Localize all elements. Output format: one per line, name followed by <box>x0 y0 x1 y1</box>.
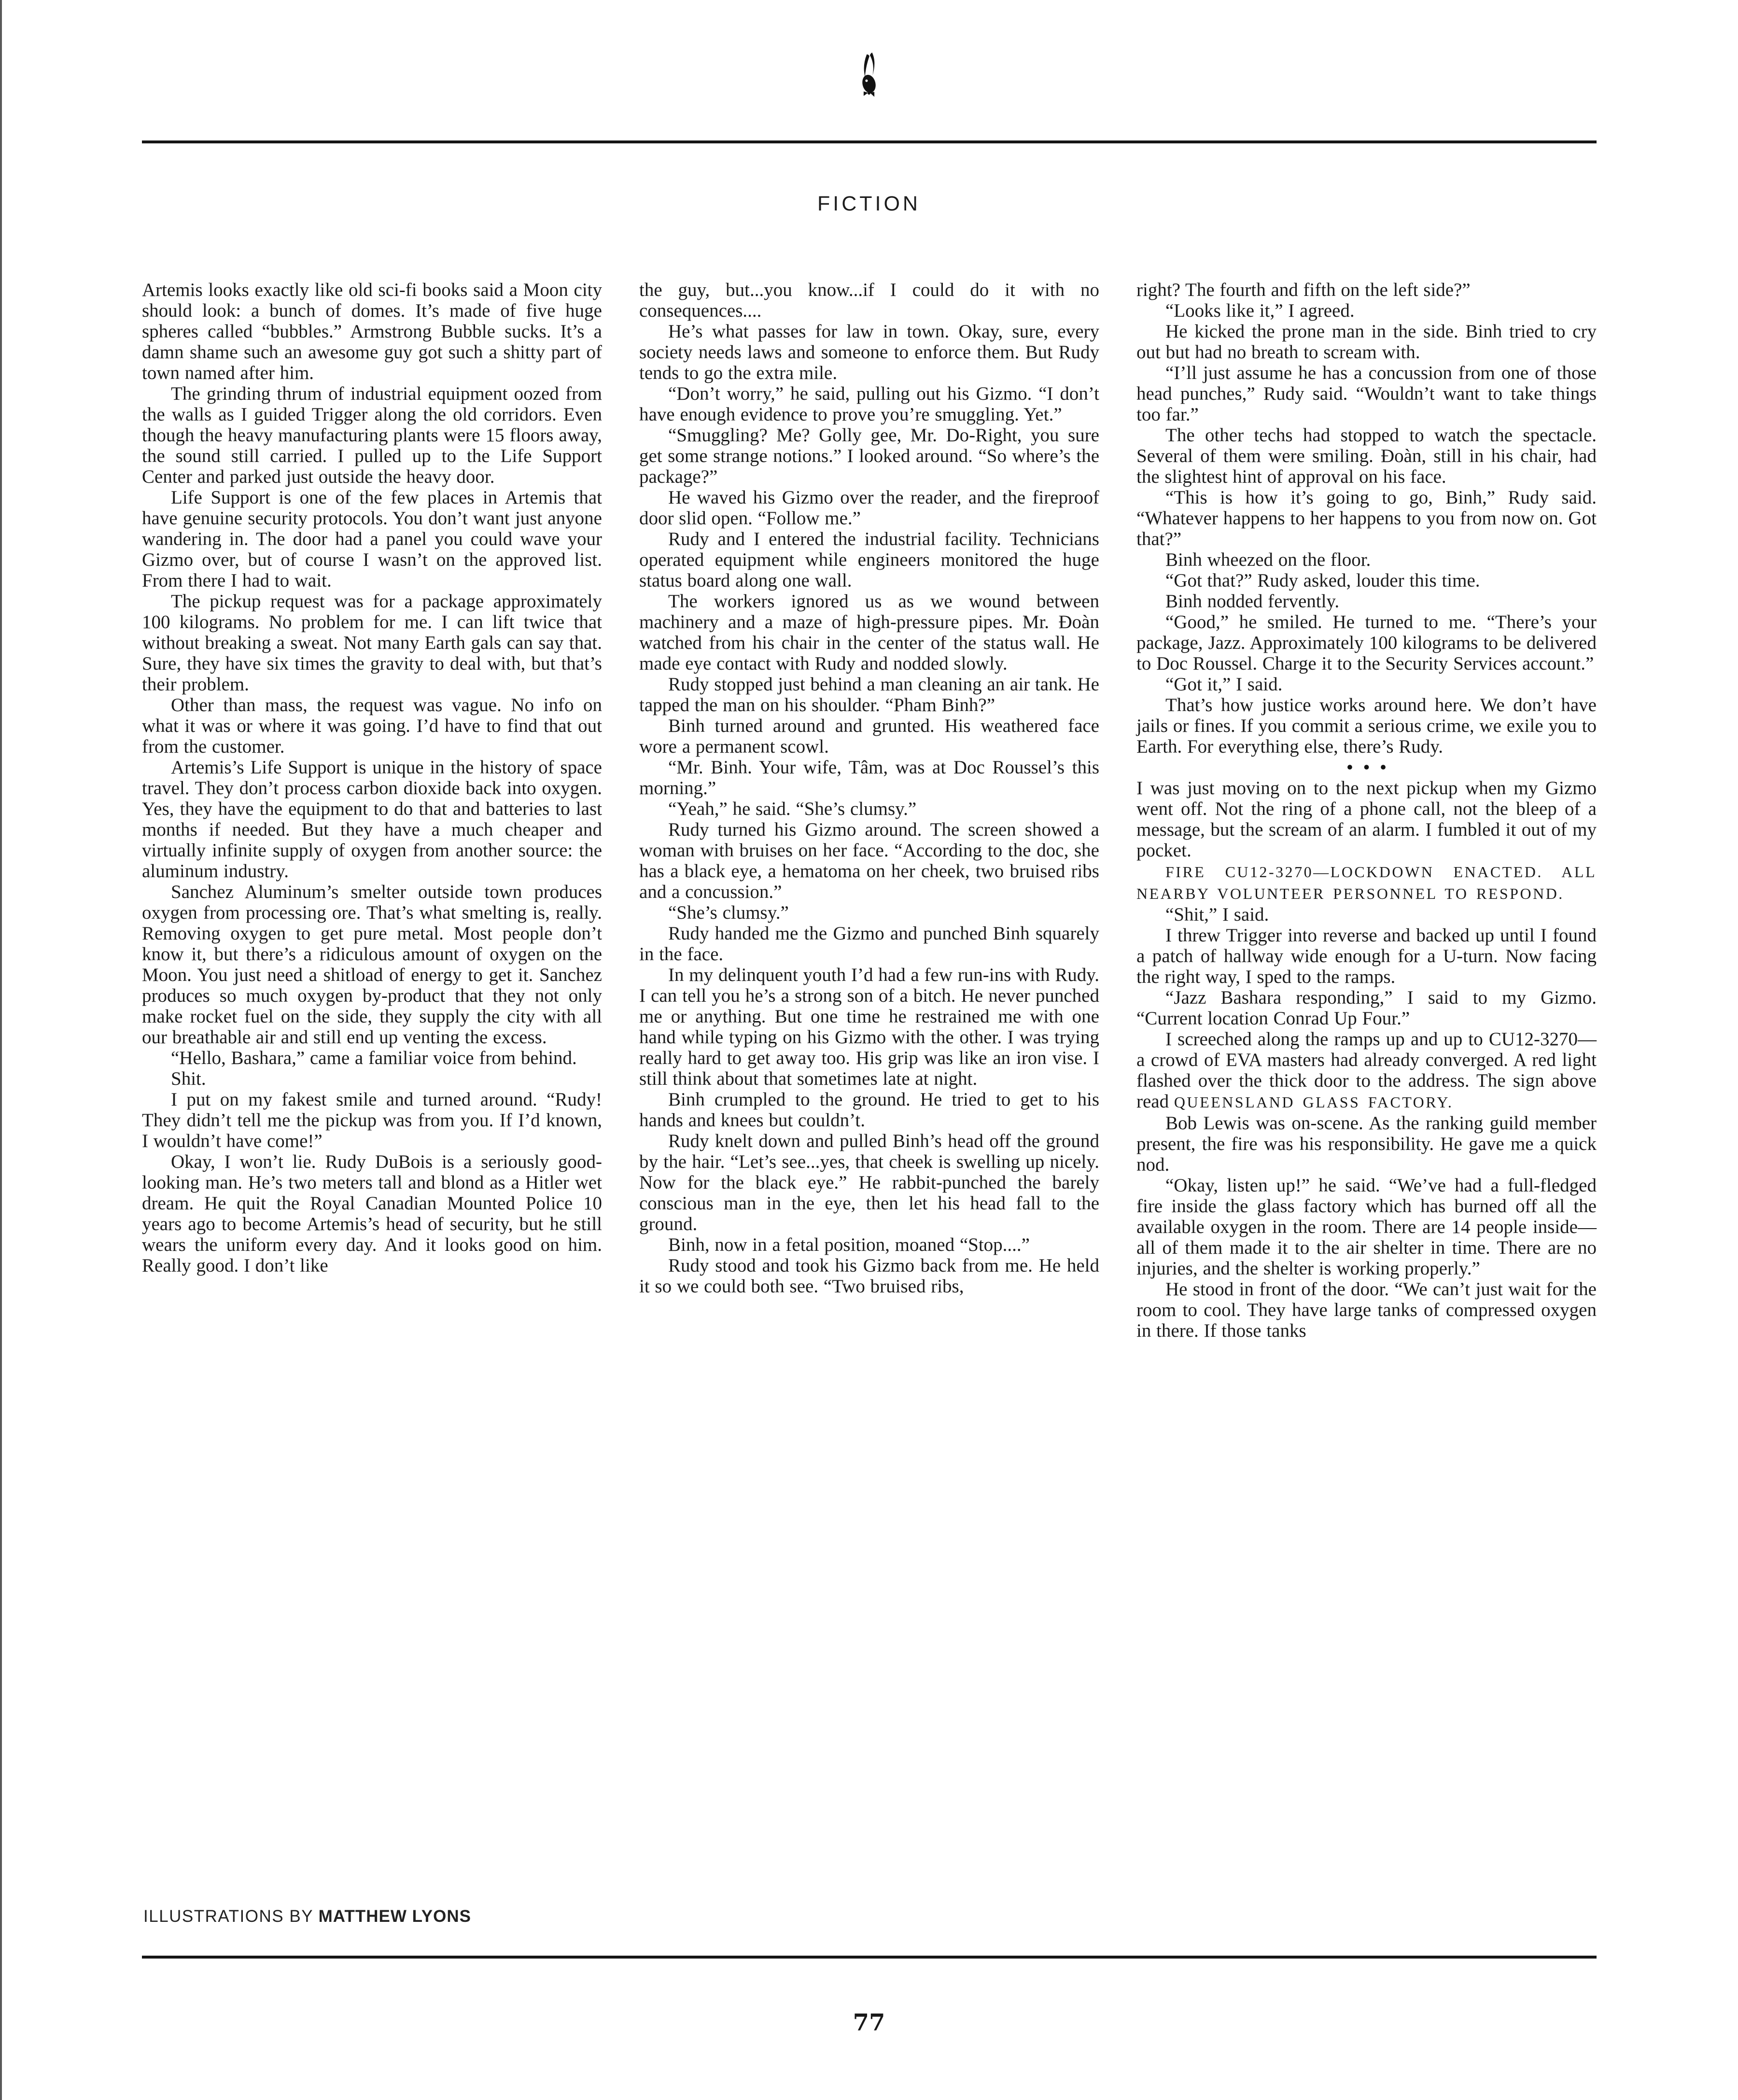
body-text: The other techs had stopped to watch the spectacle. Several of them were smiling. Đoàn, still in his chair, had the slightest hint of approval on his face. <box>1136 425 1597 487</box>
paragraph <box>1136 1279 1597 1341</box>
paragraph <box>639 487 1099 529</box>
paragraph <box>639 965 1099 1089</box>
small-caps-text: FIRE CU12-3270—LOCKDOWN ENACTED. ALL NEARBY VOLUNTEER PERSONNEL TO RESPOND. <box>1136 863 1597 902</box>
text-column <box>1136 280 1597 1341</box>
body-text: “Yeah,” he said. “She’s clumsy.” <box>668 798 917 819</box>
body-text: Shit. <box>171 1068 206 1089</box>
paragraph <box>1136 674 1597 695</box>
paragraph <box>639 280 1099 321</box>
body-text: The pickup request was for a package approximately 100 kilograms. No problem for me. I can lift twice that without breaking a sweat. Not many Earth gals can say that. Sure, they have six times the gravity to deal with, but that’s their problem. <box>142 591 602 695</box>
paragraph <box>1136 861 1597 904</box>
body-text: “Don’t worry,” he said, pulling out his Gizmo. “I don’t have enough evidence to prove you’re smuggling. Yet.” <box>639 383 1099 425</box>
paragraph <box>639 383 1099 425</box>
paragraph <box>639 798 1099 819</box>
body-text: Rudy and I entered the industrial facility. Technicians operated equipment while engineers monitored the huge status board along one wall. <box>639 529 1099 591</box>
paragraph <box>1136 487 1597 549</box>
body-text: Bob Lewis was on-scene. As the ranking guild member present, the fire was his responsibility. He gave me a quick nod. <box>1136 1113 1597 1175</box>
paragraph <box>639 1234 1099 1255</box>
body-text: Artemis’s Life Support is unique in the history of space travel. They don’t process carbon dioxide back into oxygen. Yes, they have the equipment to do that and batteries to last months if needed. But they have a much cheaper and virtually infinite supply of oxygen from another source: the aluminum industry. <box>142 757 602 882</box>
paragraph <box>639 715 1099 757</box>
text-column <box>142 280 602 1276</box>
body-text: “Shit,” I said. <box>1165 904 1269 925</box>
paragraph <box>142 882 602 1048</box>
body-text: “Good,” he smiled. He turned to me. “There’s your package, Jazz. Approximately 100 kilograms to be delivered to Doc Roussel. Charge it to the Security Services account.” <box>1136 612 1597 674</box>
body-text: “Got it,” I said. <box>1165 674 1283 695</box>
illustration-credit <box>143 1907 471 1926</box>
text-column <box>639 280 1099 1297</box>
footer-rule <box>142 1956 1597 1959</box>
body-text: “Got that?” Rudy asked, louder this time. <box>1165 570 1480 591</box>
section-divider: ••• <box>1346 757 1397 777</box>
article-body <box>142 280 1597 1341</box>
paragraph <box>142 1048 602 1068</box>
page-number: 77 <box>853 2009 885 2036</box>
body-text: Rudy stood and took his Gizmo back from me. He held it so we could both see. “Two bruised ribs, <box>639 1255 1099 1297</box>
body-text: I threw Trigger into reverse and backed up until I found a patch of hallway wide enough for a U-turn. Now facing the right way, I sped to the ramps. <box>1136 925 1597 987</box>
body-text: In my delinquent youth I’d had a few run-ins with Rudy. I can tell you he’s a strong son of a bitch. He never punched me or anything. But one time he restrained me with one hand while typing on his Gizmo with the other. I was trying really hard to get away too. His grip was like an iron vise. I still think about that sometimes late at night. <box>639 965 1099 1089</box>
paragraph <box>639 757 1099 798</box>
paragraph <box>1136 904 1597 925</box>
paragraph <box>142 1151 602 1276</box>
body-text: The grinding thrum of industrial equipment oozed from the walls as I guided Trigger along the old corridors. Even though the heavy manufacturing plants were 15 floors away, the sound still carried. I pulled up to the Life Support Center and parked just outside the heavy door. <box>142 383 602 487</box>
paragraph <box>142 487 602 591</box>
paragraph <box>1136 591 1597 612</box>
paragraph <box>1136 425 1597 487</box>
paragraph <box>639 674 1099 715</box>
paragraph <box>1136 570 1597 591</box>
body-text: Life Support is one of the few places in Artemis that have genuine security protocols. You don’t want just anyone wandering in. The door had a panel you could wave your Gizmo over, but of course I wasn’t on the approved list. From there I had to wait. <box>142 487 602 591</box>
paragraph <box>1136 300 1597 321</box>
body-text: “I’ll just assume he has a concussion from one of those head punches,” Rudy said. “Wouldn’t want to take things too far.” <box>1136 363 1597 425</box>
paragraph <box>639 1089 1099 1131</box>
paragraph <box>1136 1175 1597 1279</box>
paragraph <box>639 591 1099 674</box>
body-text: Binh wheezed on the floor. <box>1165 549 1371 570</box>
credit-prefix: ILLUSTRATIONS BY <box>143 1907 319 1926</box>
paragraph <box>639 902 1099 923</box>
paragraph <box>142 695 602 757</box>
body-text: “Looks like it,” I agreed. <box>1165 300 1355 321</box>
paragraph <box>142 757 602 882</box>
body-text: That’s how justice works around here. We don’t have jails or fines. If you commit a serious crime, we exile you to Earth. For everything else, there’s Rudy. <box>1136 695 1597 757</box>
body-text: He stood in front of the door. “We can’t just wait for the room to cool. They have large tanks of compressed oxygen in there. If those tanks <box>1136 1279 1597 1341</box>
paragraph <box>639 819 1099 902</box>
paragraph <box>142 383 602 487</box>
body-text: Binh, now in a fetal position, moaned “Stop....” <box>668 1234 1030 1255</box>
paragraph <box>1136 549 1597 570</box>
header-rule <box>142 140 1597 143</box>
paragraph <box>1136 695 1597 757</box>
paragraph <box>639 923 1099 965</box>
body-text: “Jazz Bashara responding,” I said to my Gizmo. “Current location Conrad Up Four.” <box>1136 987 1597 1029</box>
paragraph <box>1136 321 1597 363</box>
paragraph <box>1136 1113 1597 1175</box>
paragraph <box>639 321 1099 383</box>
body-text: I put on my fakest smile and turned around. “Rudy! They didn’t tell me the pickup was from you. If I’d known, I wouldn’t have come!” <box>142 1089 602 1151</box>
body-text: Rudy turned his Gizmo around. The screen showed a woman with bruises on her face. “According to the doc, she has a black eye, a hematoma on her cheek, two bruised ribs and a concussion.” <box>639 819 1099 902</box>
body-text: I screeched along the ramps up and up to CU12-3270—a crowd of EVA masters had already converged. A red light flashed over the thick door to the address. The sign above read <box>1136 1029 1597 1112</box>
paragraph <box>1136 1029 1597 1113</box>
paragraph <box>1136 778 1597 861</box>
paragraph <box>142 591 602 695</box>
body-text: Binh turned around and grunted. His weathered face wore a permanent scowl. <box>639 715 1099 757</box>
body-text: Binh nodded fervently. <box>1165 591 1340 612</box>
body-text: “This is how it’s going to go, Binh,” Rudy said. “Whatever happens to her happens to you from now on. Got that?” <box>1136 487 1597 549</box>
paragraph <box>142 280 602 383</box>
paragraph <box>1136 612 1597 674</box>
paragraph <box>639 529 1099 591</box>
body-text: The workers ignored us as we wound between machinery and a maze of high-pressure pipes. Mr. Đoàn watched from his chair in the center of the status wall. He made eye contact with Rudy and nodded slowly. <box>639 591 1099 674</box>
paragraph <box>1136 280 1597 300</box>
paragraph <box>142 1068 602 1089</box>
paragraph <box>639 1255 1099 1297</box>
body-text: Sanchez Aluminum’s smelter outside town produces oxygen from processing ore. That’s what smelting is, really. Removing oxygen to get pure metal. Most people don’t know it, but there’s a ridiculous amount of oxygen on the Moon. You just need a shitload of energy to get it. Sanchez produces so much oxygen by-product that they not only make rocket fuel on the side, they supply the city with all our breathable air and still end up venting the excess. <box>142 882 602 1048</box>
body-text: right? The fourth and fifth on the left side?” <box>1136 280 1471 300</box>
body-text: “Mr. Binh. Your wife, Tâm, was at Doc Roussel’s this morning.” <box>639 757 1099 798</box>
body-text: Other than mass, the request was vague. No info on what it was or where it was going. I’d have to find that out from the customer. <box>142 695 602 757</box>
body-text: Okay, I won’t lie. Rudy DuBois is a seriously good-looking man. He’s two meters tall and blond as a Hitler wet dream. He quit the Royal Canadian Mounted Police 10 years ago to become Artemis’s head of security, but he still wears the uniform every day. And it looks good on him. Really good. I don’t like <box>142 1151 602 1276</box>
body-text: Rudy knelt down and pulled Binh’s head off the ground by the hair. “Let’s see...yes, that cheek is swelling up nicely. Now for the black eye.” He rabbit-punched the barely conscious man in the eye, then let his head fall to the ground. <box>639 1131 1099 1234</box>
body-text: Artemis looks exactly like old sci-fi books said a Moon city should look: a bunch of domes. It’s made of five huge spheres called “bubbles.” Armstrong Bubble sucks. It’s a damn shame such an awesome guy got such a shitty part of town named after him. <box>142 280 602 383</box>
body-text: “Hello, Bashara,” came a familiar voice from behind. <box>171 1048 577 1068</box>
page-edge-line <box>0 0 2 2100</box>
body-text: Binh crumpled to the ground. He tried to get to his hands and knees but couldn’t. <box>639 1089 1099 1131</box>
credit-name: MATTHEW LYONS <box>318 1907 471 1926</box>
body-text: “Okay, listen up!” he said. “We’ve had a full-fledged fire inside the glass factory which has burned off all the available oxygen in the room. There are 14 people inside—all of them made it to the air shelter in time. There are no injuries, and the shelter is working properly.” <box>1136 1175 1597 1279</box>
small-caps-text: QUEENSLAND GLASS FACTORY. <box>1174 1093 1454 1111</box>
body-text: the guy, but...you know...if I could do it with no consequences.... <box>639 280 1099 321</box>
body-text: Rudy stopped just behind a man cleaning an air tank. He tapped the man on his shoulder. “Pham Binh?” <box>639 674 1099 715</box>
section-label: FICTION <box>817 192 921 215</box>
body-text: He waved his Gizmo over the reader, and the fireproof door slid open. “Follow me.” <box>639 487 1099 529</box>
paragraph <box>639 425 1099 487</box>
playboy-bunny-icon <box>855 52 883 99</box>
body-text: “She’s clumsy.” <box>668 902 789 923</box>
body-text: I was just moving on to the next pickup when my Gizmo went off. Not the ring of a phone call, not the bleep of a message, but the scream of an alarm. I fumbled it out of my pocket. <box>1136 778 1597 861</box>
paragraph <box>1136 987 1597 1029</box>
paragraph <box>1136 363 1597 425</box>
paragraph <box>1136 925 1597 987</box>
body-text: He’s what passes for law in town. Okay, sure, every society needs laws and someone to enforce them. But Rudy tends to go the extra mile. <box>639 321 1099 383</box>
paragraph <box>142 1089 602 1151</box>
body-text: Rudy handed me the Gizmo and punched Binh squarely in the face. <box>639 923 1099 965</box>
paragraph <box>639 1131 1099 1234</box>
body-text: He kicked the prone man in the side. Binh tried to cry out but had no breath to scream with. <box>1136 321 1597 363</box>
body-text: “Smuggling? Me? Golly gee, Mr. Do-Right, you sure get some strange notions.” I looked around. “So where’s the package?” <box>639 425 1099 487</box>
